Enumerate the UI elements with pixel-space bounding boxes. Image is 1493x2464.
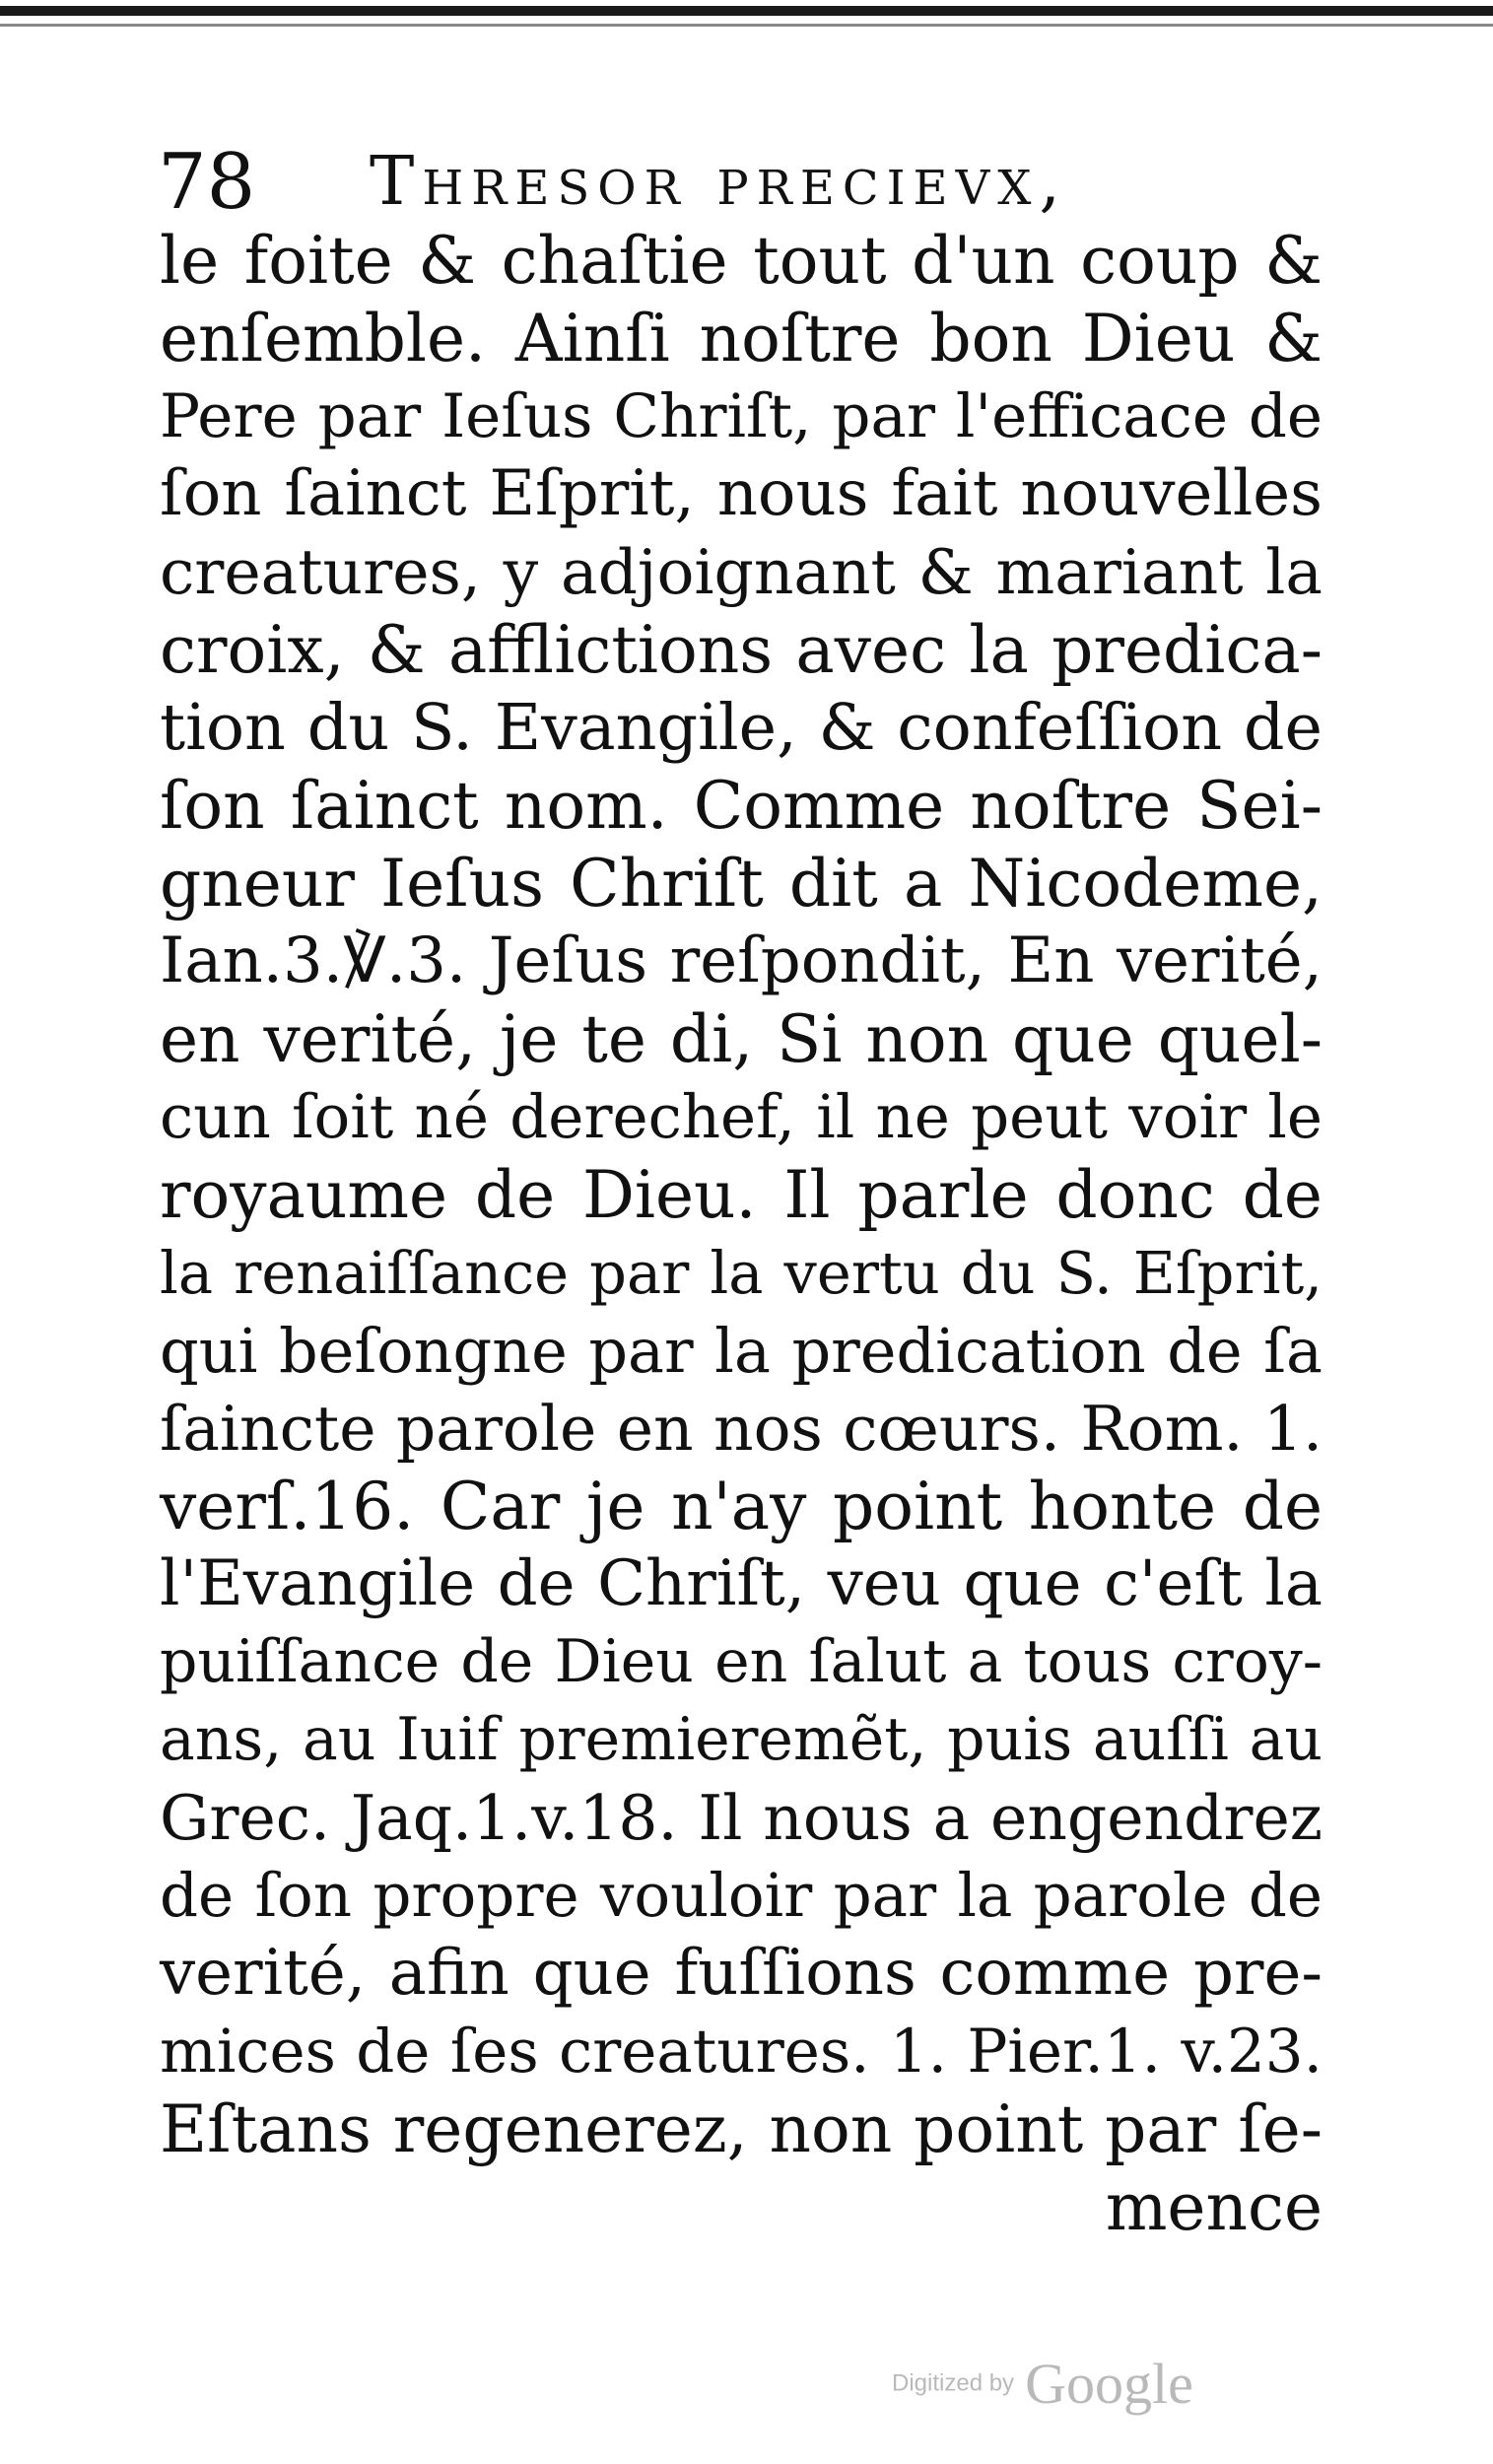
page-header: [158, 138, 1330, 227]
text-line: la renaiſſance par la vertu du S. Eſprit,: [160, 1239, 1323, 1307]
text-line: en verité, je te di, Si non que quel-: [160, 1001, 1323, 1077]
text-line: Eſtans regenerez, non point par ſe-: [160, 2091, 1323, 2167]
text-line: ſaincte parole en nos cœurs. Rom. 1.: [160, 1393, 1323, 1465]
text-line: Ian.3.℣.3. Jeſus reſpondit, En verité,: [160, 924, 1323, 997]
text-line: mices de ſes creatures. 1. Pier.1. v.23.: [160, 2017, 1323, 2087]
running-title: Thresor precievx,: [370, 143, 1069, 221]
text-line: royaume de Dieu. Il parle donc de: [160, 1157, 1323, 1233]
catchword: mence: [1105, 2169, 1323, 2245]
text-line: l'Evangile de Chriſt, veu que c'eſt la: [160, 1547, 1323, 1620]
digitization-watermark: [892, 2351, 1193, 2420]
text-line: enſemble. Ainſi noſtre bon Dieu &: [160, 301, 1323, 376]
text-line: le foite & chaſtie tout d'un coup &: [160, 223, 1323, 299]
google-logo: Google: [1025, 2352, 1193, 2416]
page-number: 78: [158, 138, 256, 227]
text-line: ſon ſainct Eſprit, nous fait nouvelles: [160, 457, 1323, 530]
text-line: Grec. Jaq.1.v.18. Il nous a engendrez: [160, 1782, 1323, 1854]
top-border-rule-thin: [0, 24, 1493, 27]
text-line: puiſſance de Dieu en ſalut a tous croy-: [160, 1627, 1323, 1696]
text-line: qui beſongne par la predication de ſa: [160, 1315, 1323, 1387]
text-line: croix, & afflictions avec la predica-: [160, 612, 1323, 688]
body-text: [160, 222, 1323, 2246]
text-line: de ſon propre vouloir par la parole de: [160, 1861, 1323, 1931]
watermark-prefix: Digitized by: [892, 2369, 1015, 2397]
text-line: gneur Ieſus Chriſt dit a Nicodeme,: [160, 846, 1323, 922]
text-line: creatures, y adjoignant & mariant la: [160, 536, 1323, 608]
text-line: verité, afin que fuſſions comme pre-: [160, 1937, 1323, 2010]
text-line: ſon ſainct nom. Comme noſtre Sei-: [160, 768, 1323, 844]
text-line: cun ſoit né derechef, il ne peut voir le: [160, 1082, 1323, 1152]
top-border-rule: [0, 6, 1493, 16]
text-line: Pere par Ieſus Chriſt, par l'efficace de: [160, 381, 1323, 451]
text-line: ans, au Iuif premieremẽt, puis auſſi au: [160, 1705, 1323, 1774]
text-line: verſ.16. Car je n'ay point honte de: [160, 1469, 1323, 1544]
text-line: tion du S. Evangile, & confeſſion de: [160, 691, 1323, 765]
